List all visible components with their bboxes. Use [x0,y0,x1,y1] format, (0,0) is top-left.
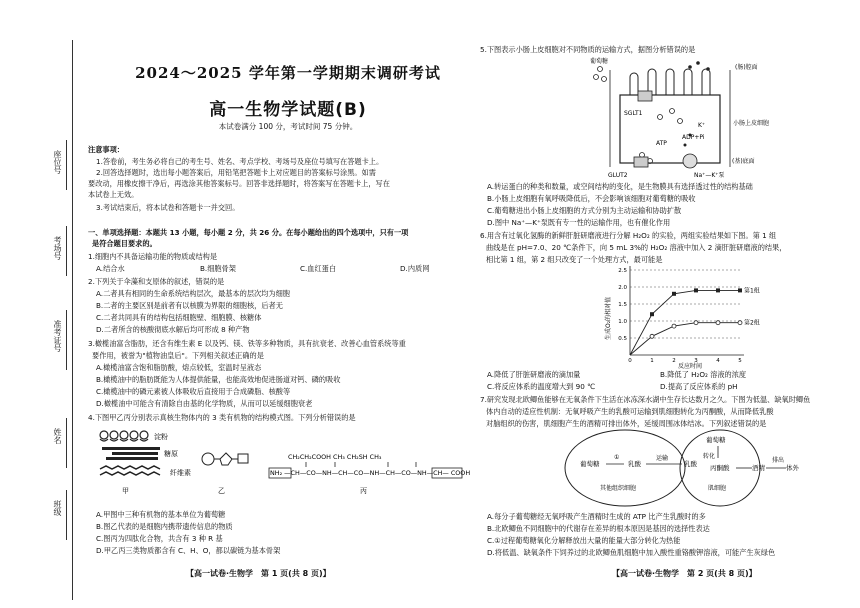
chart-ytick-label: 1.5 [618,302,627,308]
q7-option-a: A.每分子葡萄糖经无氧呼吸产生酒精时生成的 ATP 比产生乳酸时的多 [487,512,706,521]
chart-ytick-label: 1.0 [618,319,627,325]
exam-subtitle: 高一生物学试题(B) [209,100,367,120]
notice-item-2c: 本试卷上无效。 [88,190,139,199]
chart-point-group2 [694,321,698,325]
chart-ytick-label: 0.5 [618,336,627,342]
label-adp: ADP+Pi [682,134,705,141]
label-glut2: GLUT2 [608,172,628,179]
chart-xtick-label: 4 [716,358,720,364]
q7-label-transport: 运输 [656,455,669,462]
q4-figure [92,425,472,510]
section1-line2: 是符合题目要求的。 [92,239,157,248]
label-glycogen: 糖原 [164,450,178,458]
side-blank-name [66,418,67,468]
starch-chain-icon [100,431,148,441]
label-yi: 乙 [218,487,225,495]
q4-option-a: A.甲图中三种有机物的基本单位为葡萄糖 [96,510,226,519]
label-sglt1: SGLT1 [624,110,643,117]
side-blank-seat [66,140,67,190]
q7-label-alcohol: 酒精 [752,464,765,472]
q1-option-b: B.细胞骨架 [200,264,236,273]
q7-stem-1: 7.研究发现北欧鲫鱼能够在无氧条件下生活在冰冻深水湖中生存长达数月之久。下图为低温、缺氧时鲫鱼 [480,395,811,404]
q6-stem-1: 6.用含有过氧化氢酶的新鲜肝脏研磨液进行分解 H₂O₂ 的实验，两组实验结果如下图。第 1 组 [480,231,777,240]
q5-option-b: B.小肠上皮细胞有氧呼吸降低后，不会影响该细胞对葡萄糖的吸收 [487,194,696,203]
side-label-class: 班级 [53,500,62,516]
q6-stem-3: 相比第 1 组，第 2 组只改变了一个处理方式，最可能是 [486,255,663,264]
side-blank-ticket [66,310,67,370]
chart-point-group1 [716,288,720,292]
q3-option-c: C.橄榄油中的磷元素被人体吸收后直接用于合成磷脂、核酸等 [96,387,291,396]
label-jia: 甲 [122,487,129,495]
q2-option-c: C.二者共同具有的结构包括细胞壁、细胞膜、核糖体 [96,313,262,322]
side-blank-class [66,490,67,540]
q7-label-excrete: 排出 [772,457,785,464]
chart-point-group1 [672,292,676,296]
side-blank-room [66,226,67,276]
label-atp: ATP [656,140,667,147]
chart-series-label-1: 第1组 [744,287,760,295]
q1-option-d: D.内质网 [400,264,430,273]
label-cell: 小肠上皮细胞 [733,120,770,127]
binding-line [72,40,73,600]
q3-stem-2: 要作用，被誉为"植物油皇后"。下列相关叙述正确的是 [92,351,264,360]
section1-line1: 一、单项选择题：本题共 13 小题，每小题 2 分，共 26 分。在每小题给出的四个选项中，只有一项 [88,228,409,237]
q1-option-a: A.结合水 [96,264,125,273]
q3-option-d: D.橄榄油中可能含有清除自由基的化学物质，从而可以延缓细胞衰老 [96,399,313,408]
q6-option-d: D.提高了反应体系的 pH [660,382,738,391]
label-base: (基)底面 [732,158,755,165]
q7-step1: ① [614,454,620,461]
na-k-pump [683,154,697,168]
q4-option-d: D.甲乙丙三类物质都含有 C、H、O，都以碳链为基本骨架 [96,546,281,555]
q7-stem-3: 对脑组织的伤害，肌细胞产生的酒精可排出体外，延缓周围冰体结冰。下列叙述错误的是 [486,419,767,428]
chart-point-group2 [716,321,720,325]
q2-option-d: D.二者所含的核酸彻底水解后均可形成 8 种产物 [96,325,250,334]
peptide-bonds [306,462,416,467]
label-lumen: (肠)腔面 [735,64,758,71]
q5-stem: 5.下图表示小肠上皮细胞对不同物质的运输方式，据图分析错误的是 [480,45,696,54]
chart-xtick-label: 2 [672,358,676,364]
sglt1-transporter [638,91,652,101]
q7-option-d: D.将低温、缺氧条件下饲养过的北欧鲫鱼肌细胞中加入酸性重铬酸钾溶液，可能产生灰绿色 [487,548,776,557]
q5-option-c: C.葡萄糖进出小肠上皮细胞的方式分别为主动运输和协助扩散 [487,206,682,215]
chart-xtick-label: 1 [650,358,654,364]
chart-point-group1 [738,288,742,292]
chart-point-group2 [672,324,676,328]
chart-ytick-label: 2.0 [618,285,627,291]
q6-option-c: C.将反应体系的温度增大到 90 ℃ [487,382,596,391]
notice-item-3: 3.考试结束后，将本试卷和答题卡一并交回。 [96,203,240,212]
label-glucose: 葡萄糖 [590,58,609,65]
q7-label-glucose-muscle: 葡萄糖 [706,436,726,444]
label-cellulose: 纤维素 [170,469,191,477]
q3-option-a: A.橄榄油富含饱和脂肪酸，熔点较低，室温时呈液态 [96,363,262,372]
glut2-transporter [634,157,648,167]
side-label-seat: 座位号 [53,150,62,174]
side-label-ticket: 准考证号 [53,320,62,352]
other-cells-oval [565,430,685,506]
chart-ylabel: 生成O₂的相对值 [605,296,612,340]
q6-option-a: A.降低了肝脏研磨液的滴加量 [487,370,581,379]
q7-label-other-cells: 其他组织细胞 [600,485,637,492]
q4-stem: 4.下图甲乙丙分别表示真核生物体内的 3 类有机物的结构模式图。下列分析错误的是 [88,413,356,422]
notice-item-2b: 要改动，用橡皮擦干净后，再选涂其他答案标号。回答非选择题时，将答案写在答题卡上，写在 [88,179,390,188]
label-starch: 淀粉 [154,433,168,441]
chart-xtick-label: 0 [628,358,632,364]
notice-item-2: 2.回答选择题时，选出每小题答案后，用铅笔把答题卡上对应题目的答案标号涂黑。如需 [96,168,376,177]
exam-note: 本试卷满分 100 分，考试时间 75 分钟。 [218,122,358,131]
q7-option-b: B.北欧鲫鱼不同细胞中的代谢存在差异的根本原因是基因的选择性表达 [487,524,710,533]
cellulose-icon [100,466,160,475]
q3-stem-1: 3.橄榄油富含脂肪，还含有维生素 E 以及钙、镁、铁等多种物质，具有抗衰老、改善心血管系统等重 [88,339,406,348]
chart-point-group1 [650,312,654,316]
q4-option-b: B.图乙代表的是细胞内携带遗传信息的物质 [96,522,233,531]
label-bing: 丙 [360,487,367,495]
label-k: K⁺ [698,122,706,129]
q5-option-a: A.转运蛋白的种类和数量，或空间结构的变化，是生物膜具有选择透过性的结构基础 [487,182,753,191]
footer-right: 【高一试卷·生物学 第 2 页(共 8 页)】 [612,569,757,578]
label-na-k: Na⁺—K⁺泵 [694,172,725,179]
chart-point-group1 [694,288,698,292]
chart-series-label-2: 第2组 [744,319,760,327]
chart-xtick-label: 3 [694,358,698,364]
q6-stem-2: 曲线是在 pH=7.0、20 ℃条件下，向 5 mL 3%的 H₂O₂ 溶液中加入 2 滴肝脏研磨液的结果， [486,243,787,252]
q6-chart [600,260,800,370]
q3-option-b: B.橄榄油中的脂肪既能为人体提供能量，也能高效地促进肠道对钙、磷的吸收 [96,375,341,384]
q1-stem: 1.细胞内不具备运输功能的物质或结构是 [88,252,218,261]
q7-label-muscle: 肌细胞 [708,485,727,492]
q7-label-outside: 体外 [786,464,799,472]
q6-option-b: B.降低了 H₂O₂ 溶液的浓度 [660,370,747,379]
epithelial-cell [620,95,720,163]
chart-series-line-2 [630,323,740,355]
peptide-formula-mid: NH₂ —CH—CO—NH—CH—CO—NH—CH—CO—NH—CH— COOH [270,469,471,477]
q2-stem: 2.下列关于伞藻和支原体的叙述，错误的是 [88,277,225,286]
chart-point-group2 [650,334,654,338]
q2-option-b: B.二者的主要区别是前者有以核膜为界限的细胞核，后者无 [96,301,283,310]
q7-option-c: C.①过程葡萄糖氧化分解释放出大量的能量大部分转化为热能 [487,536,681,545]
footer-left: 【高一试卷·生物学 第 1 页(共 8 页)】 [186,569,331,578]
q7-figure [560,428,810,510]
q7-stem-2: 体内自动的适应性机制：无氧呼吸产生的乳酸可运输到肌细胞转化为丙酮酸，从而降低乳酸 [486,407,774,416]
exam-title: 2024～2025 学年第一学期期末调研考试 [135,64,441,82]
q7-label-convert: 转化 [703,453,716,460]
q4-option-c: C.图丙为四肽化合物，共含有 3 种 R 基 [96,534,223,543]
q7-label-lactate: 乳酸 [628,460,641,468]
q1-option-c: C.血红蛋白 [300,264,337,273]
side-label-name: 姓名 [53,428,62,444]
q5-figure [590,55,780,180]
chart-xlabel: 反应时间 [678,363,703,370]
notice-item-1: 1.答卷前，考生务必将自己的考生号、姓名、考点学校、考场号及座位号填写在答题卡上。 [96,157,384,166]
side-label-room: 考场号 [53,236,62,260]
q7-label-glucose: 葡萄糖 [580,460,600,468]
chart-point-group2 [738,321,742,325]
q2-option-a: A.二者具有相同的生命系统结构层次，最基本的层次均为细胞 [96,289,290,298]
q5-option-d: D.图中 Na⁺—K⁺泵既有专一性的运输作用，也有催化作用 [487,218,671,227]
chart-ytick-label: 2.5 [618,268,627,274]
nucleotide-icon [202,453,248,465]
peptide-formula-top: CH₂CH₂COOH CH₃ CH₂SH CH₃ [288,453,382,461]
notice-heading: 注意事项： [88,145,124,154]
q7-label-lactate-muscle: 乳酸 [684,460,697,468]
q7-label-pyruvate: 丙酮酸 [710,464,730,472]
glycogen-icon [102,447,160,460]
chart-xtick-label: 5 [738,358,742,364]
